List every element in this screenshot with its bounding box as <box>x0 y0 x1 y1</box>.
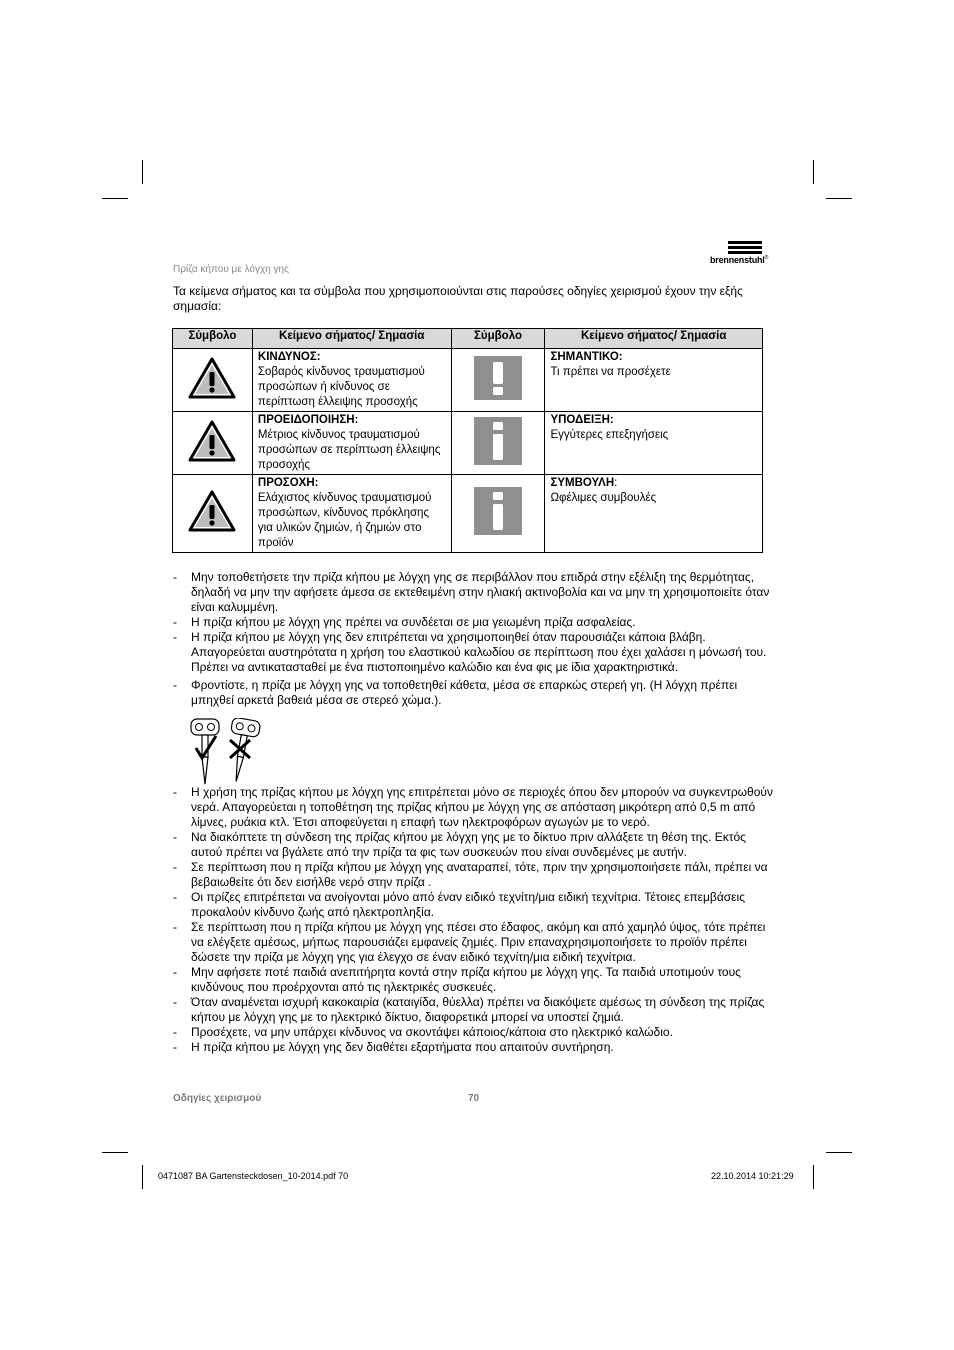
list-item: - Να διακόπτετε τη σύνδεση της πρίζας κήπου με λόγχη γης με το δίκτυο πριν αλλάξετε τη θέση της. Εκτός αυτού πρέπει να βγάλετε από την πρίζα τα φις των συσκευών που είναι συνδεμένες με αυτήν. <box>173 830 779 860</box>
list-item: - Οι πρίζες επιτρέπεται να ανοίγονται μόνο από έναν ειδικό τεχνίτη/μια ειδική τεχνίτρια. Τέτοιες επεμβάσεις προκαλούν κίνδυνο ζωής από ηλεκτροπληξία. <box>173 890 779 920</box>
crop-mark <box>826 1152 852 1153</box>
list-item: - Σε περίπτωση που η πρίζα κήπου με λόγχη γης πέσει στο έδαφος, ακόμη και από χαμηλό ύψος, τότε πρέπει να ελέγξετε αμέσως, μήπως παρουσιάζει εμφανείς ζημιές. Πριν επαναχρησιμοποιήσετε το προϊόν πρέπει δώσετε την πρίζα με λόγχη γης για έλεγχο σε έναν ειδικό τεχνίτη/μια ειδική τεχνίτρια. <box>173 920 779 965</box>
table-header-cell: Σύμβολο <box>173 329 253 349</box>
signal-word: ΠΡΟΣΟΧΗ: <box>257 477 319 489</box>
crop-mark <box>826 198 852 199</box>
signal-meaning: Μέτριος κίνδυνος τραυματισμού προσώπων σε περίπτωση έλλειψης προσοχής <box>257 429 441 471</box>
stake-correct-check-icon <box>191 719 219 784</box>
logo-registered-mark: ® <box>764 255 769 261</box>
stake-figure <box>188 718 262 786</box>
table-row <box>173 412 763 475</box>
crop-mark <box>102 1152 128 1153</box>
table-header-row <box>173 329 763 349</box>
list-item: - Η πρίζα κήπου με λόγχη γης δεν διαθέτει εξαρτήματα που απαιτούν συντήρηση. <box>173 1040 779 1055</box>
signal-meaning: Τι πρέπει να προσέχετε <box>550 366 671 378</box>
running-head: Πρίζα κήπου με λόγχη γης <box>173 264 289 275</box>
list-item: - Φροντίστε, η πρίζα με λόγχη γης να τοποθετηθεί κάθετα, μέσα σε επαρκώς στερεή γη. (Η λόγχη πρέπει μπηχθεί αρκετά βαθειά μέσα σε στερεό χώμα.). <box>173 678 779 708</box>
list-item: - Μην τοποθετήσετε την πρίζα κήπου με λόγχη γης σε περιβάλλον που επιδρά στην εξέλιξη της θερμότητας, δηλαδή να μην την αφήσετε άμεσα σε εκτεθειμένη στην ηλιακή ακτινοβολία και να μην τη χρησιμοποιείτε όταν είναι καλυμμένη. <box>173 570 779 615</box>
footer-title: Οδηγίες χειρισμού <box>173 1093 262 1104</box>
list-item: - Η πρίζα κήπου με λόγχη γης δεν επιτρέπεται να χρησιμοποιηθεί όταν παρουσιάζει κάποια βλάβη. Απαγορεύεται αυστηρότατα η χρήση του ελαστικού καλωδίου σε περίπτωση που έχει χαλάσει η μόνωσή του. Πρέπει να αντικατασταθεί με ένα πιστοποιημένο καλώδιο και ένα φις με ίδια χαρακτηριστικά. <box>173 630 779 675</box>
print-slug-file: 0471087 BA Gartensteckdosen_10-2014.pdf 70 <box>158 1171 349 1181</box>
list-item: - Η χρήση της πρίζας κήπου με λόγχη γης επιτρέπεται μόνο σε περιοχές όπου δεν μπορούν να συγκεντρωθούν νερά. Απαγορεύεται η τοποθέτηση της πρίζας κήπου με λόγχη γης σε απόσταση μικρότερη από 0,5 m από λίμνες, ρυάκια κτλ. Έτσι αποφεύγεται η επαφή των ηλεκτροφόρων αγωγών με το νερό. <box>173 785 779 830</box>
signal-word: ΥΠΟΔΕΙΞΗ: <box>550 414 614 426</box>
crop-mark <box>142 1165 143 1189</box>
warning-triangle-icon <box>188 420 236 462</box>
safety-list-a <box>173 570 779 708</box>
signal-meaning: Ελάχιστος κίνδυνος τραυματισμού προσώπων, κίνδυνος πρόκλησης για υλικών ζημιών, ή ζημιών στο προϊόν <box>257 492 432 549</box>
table-header-cell: Κείμενο σήματος/ Σημασία <box>545 329 763 349</box>
table-header-cell: Κείμενο σήματος/ Σημασία <box>252 329 451 349</box>
list-item: - Σε περίπτωση που η πρίζα κήπου με λόγχη γης αναταραπεί, τότε, πριν την χρησιμοποιήσετε πάλι, πρέπει να βεβαιωθείτε ότι δεν εισήλθε νερό στην πρίζα . <box>173 860 779 890</box>
warning-triangle-icon <box>188 490 236 532</box>
logo-bars-icon <box>728 241 762 256</box>
signal-meaning: Σοβαρός κίνδυνος τραυματισμού προσώπων ή κίνδυνος σε περίπτωση έλλειψης προσοχής <box>257 366 425 408</box>
signal-meaning: Εγγύτερες επεξηγήσεις <box>550 429 669 441</box>
crop-mark <box>102 198 128 199</box>
symbol-table <box>172 328 763 553</box>
signal-meaning: Ωφέλιμες συμβουλές <box>550 492 657 504</box>
signal-word: ΠΡΟΕΙΔΟΠΟΙΗΣΗ: <box>257 414 359 426</box>
table-row <box>173 475 763 553</box>
stake-wrong-cross-icon <box>222 718 261 784</box>
intro-text: Τα κείμενα σήματος και τα σύμβολα που χρησιμοποιούνται στις παρούσες οδηγίες χειρισμού έχουν την εξής σημασία: <box>173 284 743 313</box>
list-item: - Όταν αναμένεται ισχυρή κακοκαιρία (καταιγίδα, θύελλα) πρέπει να διακόψετε αμέσως τη σύνδεση της πρίζας κήπου με λόγχη γης με το ηλεκτρικό δίκτυο, διαφορετικά μπορεί να υποστεί ζημιά. <box>173 995 779 1025</box>
print-slug-date: 22.10.2014 10:21:29 <box>711 1171 794 1181</box>
page-number: 70 <box>468 1093 480 1104</box>
signal-word: ΣΥΜΒΟΥΛΗ: <box>550 477 618 489</box>
table-header-cell: Σύμβολο <box>451 329 545 349</box>
crop-mark <box>142 160 143 184</box>
brand-logo <box>710 241 782 271</box>
list-item: - Μην αφήσετε ποτέ παιδιά ανεπιτήρητα κοντά στην πρίζα κήπου με λόγχη γης. Τα παιδιά υποτιμούν τους κινδύνους που προέρχονται από τις ηλεκτρικές συσκευές. <box>173 965 779 995</box>
safety-list-b <box>173 785 779 1055</box>
list-item: - Η πρίζα κήπου με λόγχη γης πρέπει να συνδέεται σε μια γειωμένη πρίζα ασφαλείας. <box>173 615 779 630</box>
info-square-icon <box>474 487 522 535</box>
list-item: - Προσέχετε, να μην υπάρχει κίνδυνος να σκοντάψει κάποιος/κάποια στο ηλεκτρικό καλώδιο. <box>173 1025 779 1040</box>
crop-mark <box>813 1165 814 1189</box>
signal-word: ΣΗΜΑΝΤΙΚΟ: <box>550 351 623 363</box>
warning-triangle-icon <box>188 357 236 399</box>
info-square-icon <box>474 417 522 465</box>
table-row <box>173 349 763 412</box>
logo-text: brennenstuhl <box>710 255 765 265</box>
signal-word: ΚΙΝΔΥΝΟΣ: <box>257 351 321 363</box>
exclamation-square-icon <box>474 356 522 400</box>
crop-mark <box>813 160 814 184</box>
